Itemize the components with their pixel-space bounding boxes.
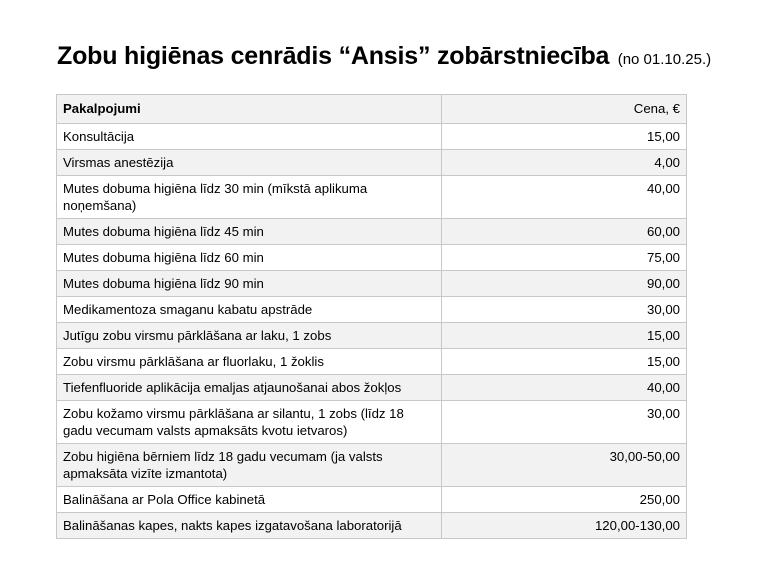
table-row [57, 245, 687, 271]
table-row [57, 150, 687, 176]
price-cell: 40,00 [442, 176, 687, 219]
service-cell: Balināšana ar Pola Office kabinetā [57, 487, 442, 513]
price-table [56, 94, 687, 539]
price-cell: 40,00 [442, 375, 687, 401]
service-cell: Balināšanas kapes, nakts kapes izgatavošana laboratorijā [57, 513, 442, 539]
title-date-note: (no 01.10.25.) [617, 51, 712, 68]
service-cell: Zobu virsmu pārklāšana ar fluorlaku, 1 žoklis [57, 349, 442, 375]
price-cell: 15,00 [442, 124, 687, 150]
price-cell: 15,00 [442, 323, 687, 349]
table-row [57, 375, 687, 401]
service-cell: Zobu kožamo virsmu pārklāšana ar silantu, 1 zobs (līdz 18 gadu vecumam valsts apmaksāts kvotu ietvaros) [57, 401, 442, 444]
header-price: Cena, € [442, 95, 687, 124]
table-row [57, 297, 687, 323]
price-cell: 120,00-130,00 [442, 513, 687, 539]
table-row [57, 271, 687, 297]
table-row [57, 444, 687, 487]
price-cell: 30,00-50,00 [442, 444, 687, 487]
table-row [57, 349, 687, 375]
service-cell: Medikamentoza smaganu kabatu apstrāde [57, 297, 442, 323]
table-header-row [57, 95, 687, 124]
price-cell: 250,00 [442, 487, 687, 513]
table-row [57, 401, 687, 444]
table-row [57, 513, 687, 539]
table-row [57, 124, 687, 150]
price-cell: 4,00 [442, 150, 687, 176]
service-cell: Tiefenfluoride aplikācija emaljas atjaunošanai abos žokļos [57, 375, 442, 401]
price-cell: 30,00 [442, 401, 687, 444]
service-cell: Mutes dobuma higiēna līdz 90 min [57, 271, 442, 297]
price-cell: 30,00 [442, 297, 687, 323]
service-cell: Mutes dobuma higiēna līdz 45 min [57, 219, 442, 245]
table-row [57, 487, 687, 513]
table-row [57, 176, 687, 219]
price-cell: 75,00 [442, 245, 687, 271]
header-service: Pakalpojumi [57, 95, 442, 124]
table-row [57, 219, 687, 245]
service-cell: Mutes dobuma higiēna līdz 30 min (mīkstā aplikuma noņemšana) [57, 176, 442, 219]
service-cell: Mutes dobuma higiēna līdz 60 min [57, 245, 442, 271]
service-cell: Zobu higiēna bērniem līdz 18 gadu vecumam (ja valsts apmaksāta vizīte izmantota) [57, 444, 442, 487]
price-cell: 15,00 [442, 349, 687, 375]
page-title [57, 42, 757, 71]
price-cell: 90,00 [442, 271, 687, 297]
table-row [57, 323, 687, 349]
service-cell: Konsultācija [57, 124, 442, 150]
service-cell: Jutīgu zobu virsmu pārklāšana ar laku, 1 zobs [57, 323, 442, 349]
service-cell: Virsmas anestēzija [57, 150, 442, 176]
title-main: Zobu higiēnas cenrādis “Ansis” zobārstniecība [57, 42, 610, 70]
price-cell: 60,00 [442, 219, 687, 245]
